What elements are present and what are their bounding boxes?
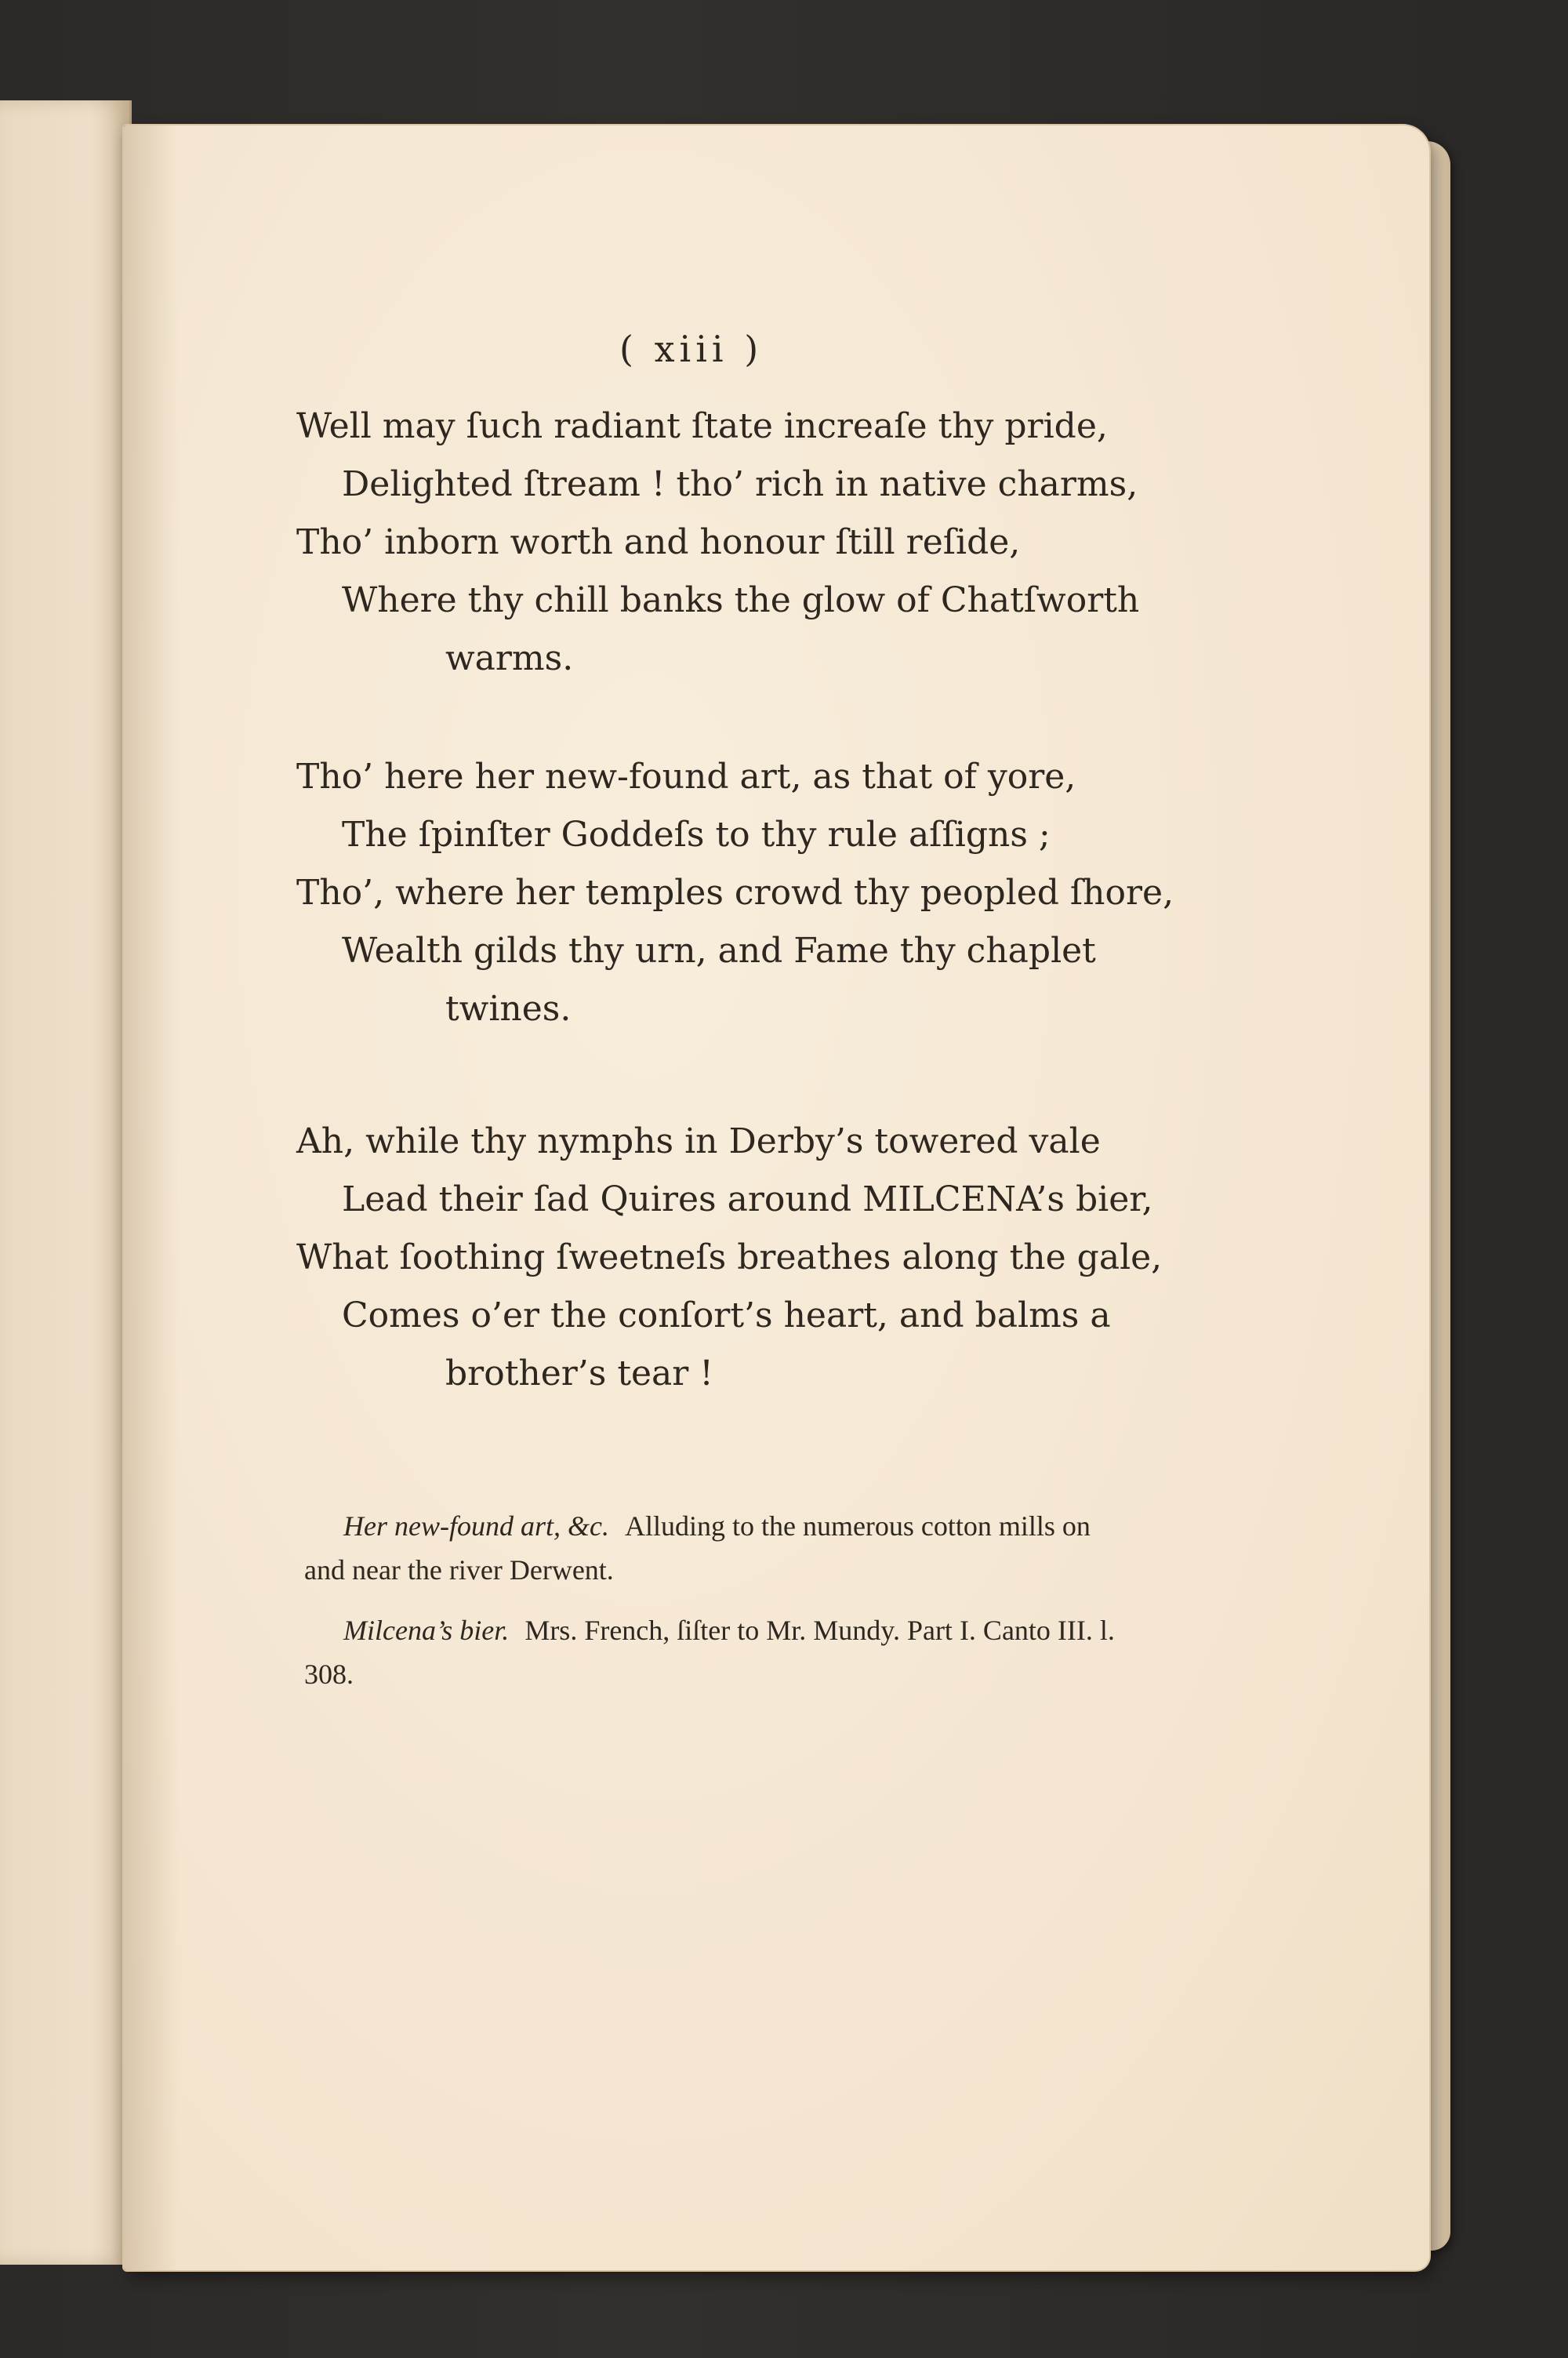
verse-line: Wealth gilds thy urn, and Fame thy chaplet	[342, 931, 1096, 971]
verse-line: Delighted ſtream ! tho’ rich in native charms,	[342, 464, 1138, 504]
verse-line: Tho’ inborn worth and honour ſtill reſide,	[296, 522, 1021, 562]
verse-line: warms.	[445, 638, 574, 678]
footnote-reference: Her new-found art, &c.	[343, 1510, 609, 1542]
verse-line: What ſoothing ſweetneſs breathes along the gale,	[296, 1237, 1163, 1277]
verse-line: twines.	[445, 989, 572, 1029]
footnote-text: Alluding to the numerous cotton mills on and near the river Derwent.	[304, 1510, 1091, 1586]
verse-line: Ah, while thy nymphs in Derby’s towered vale	[296, 1121, 1101, 1161]
verse-line: Lead their ſad Quires around MILCENA’s bier,	[342, 1179, 1153, 1219]
page-number: ( xiii )	[619, 328, 764, 370]
footnote-reference: Milcena’s bier.	[343, 1615, 510, 1646]
footnote	[304, 1504, 1135, 1592]
left-page-edge	[0, 100, 132, 2265]
verse-line: Tho’, where her temples crowd thy peopled ſhore,	[296, 873, 1174, 913]
verse-line: brother’s tear !	[445, 1353, 713, 1393]
verse-line: Well may ſuch radiant ſtate increaſe thy pride,	[296, 406, 1108, 446]
verse-line: Where thy chill banks the glow of Chatſworth	[342, 580, 1140, 620]
verse-line: Tho’ here her new-found art, as that of yore,	[296, 757, 1076, 797]
verse-line: The ſpinſter Goddeſs to thy rule aſſigns ;	[342, 815, 1051, 855]
gutter-shadow	[124, 125, 179, 2270]
footnote-text: Mrs. French, ſiſter to Mr. Mundy. Part I. Canto III. l. 308.	[304, 1615, 1115, 1690]
footnote	[304, 1608, 1135, 1696]
verse-line: Comes o’er the conſort’s heart, and balms a	[342, 1295, 1111, 1335]
